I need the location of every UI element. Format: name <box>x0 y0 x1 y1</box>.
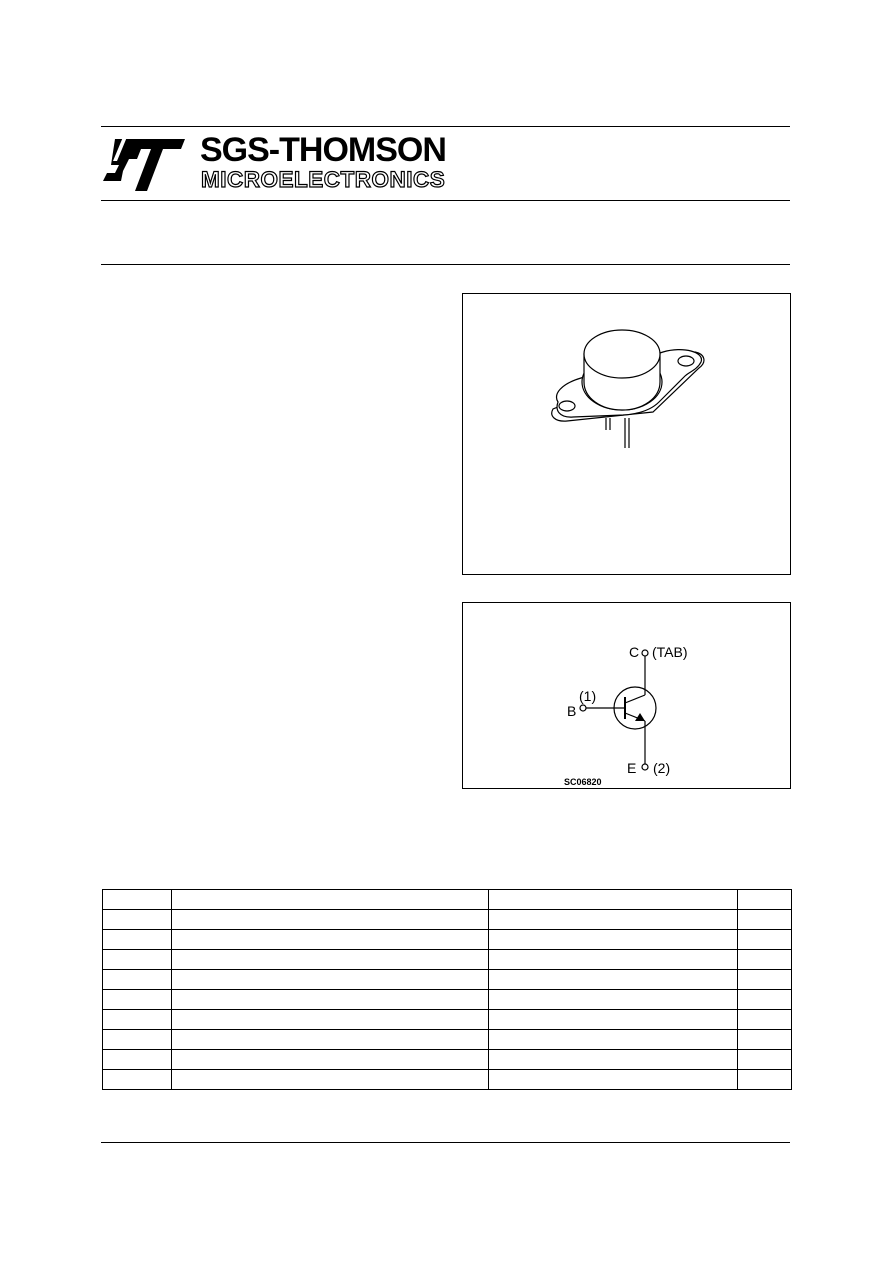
table-cell <box>489 890 738 910</box>
table-cell <box>103 930 172 950</box>
table-cell <box>489 990 738 1010</box>
table-cell <box>103 910 172 930</box>
table-cell <box>738 910 792 930</box>
ratings-table <box>102 889 792 1090</box>
table-cell <box>738 1010 792 1030</box>
brand-subtitle: MICROELECTRONICS <box>201 167 446 192</box>
title-rule <box>101 264 790 265</box>
table-cell <box>103 950 172 970</box>
base-pin-label: (1) <box>579 688 597 704</box>
st-logo-icon <box>101 133 187 193</box>
table-cell <box>738 950 792 970</box>
table-row <box>103 1070 792 1090</box>
npn-transistor-symbol <box>463 603 790 788</box>
footer-rule <box>101 1142 790 1143</box>
table-cell <box>489 1030 738 1050</box>
table-row <box>103 910 792 930</box>
table-cell <box>172 1010 489 1030</box>
collector-pin-label: (TAB) <box>652 644 688 660</box>
table-cell <box>738 1070 792 1090</box>
table-cell <box>738 930 792 950</box>
table-row <box>103 930 792 950</box>
table-cell <box>489 1070 738 1090</box>
table-cell <box>172 990 489 1010</box>
base-label: B <box>567 703 577 719</box>
table-cell <box>103 1030 172 1050</box>
table-cell <box>489 1050 738 1070</box>
table-cell <box>103 970 172 990</box>
brand-name: SGS-THOMSON <box>200 131 446 169</box>
table-cell <box>172 890 489 910</box>
to3-package-icon <box>463 294 790 574</box>
table-cell <box>172 1030 489 1050</box>
table-row <box>103 950 792 970</box>
table-cell <box>103 1070 172 1090</box>
table-cell <box>738 990 792 1010</box>
top-rule <box>101 126 790 127</box>
table-cell <box>489 910 738 930</box>
table-cell <box>738 1050 792 1070</box>
package-figure <box>462 293 791 575</box>
collector-label: C <box>629 644 640 660</box>
table-row <box>103 1010 792 1030</box>
table-cell <box>103 1050 172 1070</box>
table-cell <box>738 890 792 910</box>
table-cell <box>172 950 489 970</box>
table-cell <box>172 930 489 950</box>
table-cell <box>489 970 738 990</box>
schematic-figure <box>462 602 791 789</box>
table-cell <box>172 1070 489 1090</box>
table-row <box>103 970 792 990</box>
table-row <box>103 1050 792 1070</box>
table-cell <box>738 1030 792 1050</box>
table-cell <box>489 950 738 970</box>
table-header-row <box>103 890 792 910</box>
table-cell <box>489 930 738 950</box>
table-cell <box>738 970 792 990</box>
table-cell <box>103 890 172 910</box>
table-cell <box>172 910 489 930</box>
table-cell <box>489 1010 738 1030</box>
table-cell <box>172 1050 489 1070</box>
table-cell <box>103 1010 172 1030</box>
table-row <box>103 990 792 1010</box>
emitter-label: E <box>627 760 637 776</box>
table-cell <box>103 990 172 1010</box>
table-row <box>103 1030 792 1050</box>
figure-code: SC06820 <box>564 777 602 787</box>
emitter-pin-label: (2) <box>653 760 671 776</box>
header-rule <box>101 200 790 201</box>
table-cell <box>172 970 489 990</box>
